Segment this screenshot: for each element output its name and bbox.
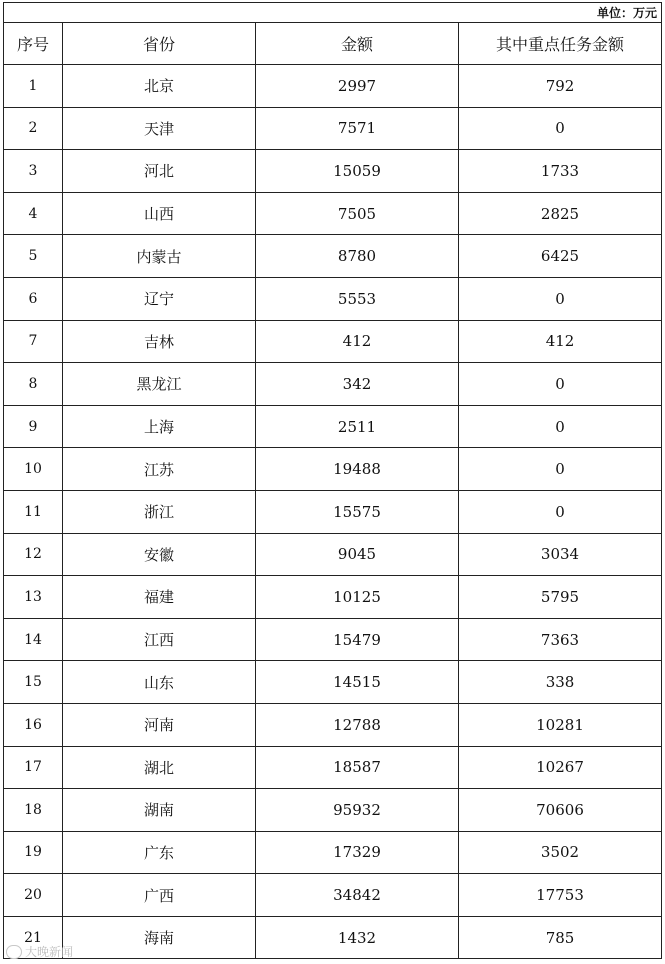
- cell-province: 吉林: [63, 320, 256, 363]
- cell-province: 广东: [63, 831, 256, 874]
- cell-key-amount: 1733: [459, 150, 662, 193]
- cell-amount: 5553: [256, 277, 459, 320]
- cell-province: 山东: [63, 661, 256, 704]
- table-row: [4, 277, 662, 320]
- table-row: [4, 405, 662, 448]
- cell-index: 14: [4, 618, 63, 661]
- cell-index: 18: [4, 789, 63, 832]
- cell-index: 10: [4, 448, 63, 491]
- cell-key-amount: 0: [459, 363, 662, 406]
- cell-amount: 7571: [256, 107, 459, 150]
- header-index: 序号: [4, 23, 63, 65]
- table-row: [4, 916, 662, 959]
- watermark: [6, 943, 73, 960]
- cell-amount: 8780: [256, 235, 459, 278]
- cell-province: 海南: [63, 916, 256, 959]
- cell-key-amount: 0: [459, 448, 662, 491]
- table-row: [4, 150, 662, 193]
- cell-province: 内蒙古: [63, 235, 256, 278]
- cell-key-amount: 3034: [459, 533, 662, 576]
- cell-amount: 15059: [256, 150, 459, 193]
- cell-index: 7: [4, 320, 63, 363]
- cell-province: 福建: [63, 576, 256, 619]
- cell-province: 辽宁: [63, 277, 256, 320]
- unit-label: 单位：万元: [4, 3, 662, 23]
- cell-key-amount: 7363: [459, 618, 662, 661]
- cell-province: 广西: [63, 874, 256, 917]
- cell-province: 河南: [63, 703, 256, 746]
- table-body: [4, 3, 662, 959]
- cell-amount: 342: [256, 363, 459, 406]
- cell-index: 13: [4, 576, 63, 619]
- cell-amount: 2511: [256, 405, 459, 448]
- table-row: [4, 703, 662, 746]
- cell-province: 湖北: [63, 746, 256, 789]
- table-row: [4, 661, 662, 704]
- cell-amount: 95932: [256, 789, 459, 832]
- table-row: [4, 448, 662, 491]
- cell-index: 3: [4, 150, 63, 193]
- header-key-amount: 其中重点任务金额: [459, 23, 662, 65]
- cell-key-amount: 412: [459, 320, 662, 363]
- table-row: [4, 65, 662, 108]
- cell-province: 湖南: [63, 789, 256, 832]
- cell-amount: 412: [256, 320, 459, 363]
- table-row: [4, 746, 662, 789]
- cell-index: 2: [4, 107, 63, 150]
- unit-row: [4, 3, 662, 23]
- cell-key-amount: 70606: [459, 789, 662, 832]
- cell-key-amount: 10281: [459, 703, 662, 746]
- cell-key-amount: 3502: [459, 831, 662, 874]
- cell-amount: 15479: [256, 618, 459, 661]
- cell-province: 江苏: [63, 448, 256, 491]
- cell-key-amount: 0: [459, 107, 662, 150]
- cell-index: 16: [4, 703, 63, 746]
- cell-province: 安徽: [63, 533, 256, 576]
- cell-key-amount: 792: [459, 65, 662, 108]
- header-row: [4, 23, 662, 65]
- cell-amount: 1432: [256, 916, 459, 959]
- watermark-logo-icon: [6, 945, 22, 959]
- cell-amount: 18587: [256, 746, 459, 789]
- table-row: [4, 618, 662, 661]
- table-row: [4, 576, 662, 619]
- funding-table: [3, 2, 662, 959]
- cell-index: 21: [4, 916, 63, 959]
- cell-index: 8: [4, 363, 63, 406]
- cell-index: 6: [4, 277, 63, 320]
- cell-key-amount: 2825: [459, 192, 662, 235]
- cell-amount: 34842: [256, 874, 459, 917]
- cell-amount: 2997: [256, 65, 459, 108]
- table-row: [4, 533, 662, 576]
- cell-province: 上海: [63, 405, 256, 448]
- cell-key-amount: 0: [459, 277, 662, 320]
- cell-index: 20: [4, 874, 63, 917]
- cell-key-amount: 6425: [459, 235, 662, 278]
- cell-province: 山西: [63, 192, 256, 235]
- table-row: [4, 789, 662, 832]
- cell-index: 1: [4, 65, 63, 108]
- cell-key-amount: 785: [459, 916, 662, 959]
- cell-province: 河北: [63, 150, 256, 193]
- cell-province: 浙江: [63, 490, 256, 533]
- cell-index: 15: [4, 661, 63, 704]
- header-province: 省份: [63, 23, 256, 65]
- watermark-text: 大晚新闻: [25, 945, 74, 959]
- cell-amount: 19488: [256, 448, 459, 491]
- table-row: [4, 235, 662, 278]
- cell-index: 12: [4, 533, 63, 576]
- cell-index: 19: [4, 831, 63, 874]
- table-row: [4, 192, 662, 235]
- cell-amount: 7505: [256, 192, 459, 235]
- cell-province: 江西: [63, 618, 256, 661]
- cell-key-amount: 0: [459, 490, 662, 533]
- cell-province: 黑龙江: [63, 363, 256, 406]
- cell-index: 11: [4, 490, 63, 533]
- cell-amount: 14515: [256, 661, 459, 704]
- table-row: [4, 831, 662, 874]
- table-row: [4, 874, 662, 917]
- cell-index: 5: [4, 235, 63, 278]
- cell-province: 天津: [63, 107, 256, 150]
- cell-key-amount: 338: [459, 661, 662, 704]
- cell-amount: 12788: [256, 703, 459, 746]
- cell-amount: 17329: [256, 831, 459, 874]
- cell-key-amount: 10267: [459, 746, 662, 789]
- cell-key-amount: 5795: [459, 576, 662, 619]
- table-row: [4, 363, 662, 406]
- cell-key-amount: 17753: [459, 874, 662, 917]
- table-row: [4, 320, 662, 363]
- header-amount: 金额: [256, 23, 459, 65]
- cell-amount: 9045: [256, 533, 459, 576]
- table-row: [4, 490, 662, 533]
- cell-province: 北京: [63, 65, 256, 108]
- cell-index: 9: [4, 405, 63, 448]
- cell-index: 4: [4, 192, 63, 235]
- cell-amount: 10125: [256, 576, 459, 619]
- cell-amount: 15575: [256, 490, 459, 533]
- cell-key-amount: 0: [459, 405, 662, 448]
- document-page: [3, 2, 661, 964]
- cell-index: 17: [4, 746, 63, 789]
- table-row: [4, 107, 662, 150]
